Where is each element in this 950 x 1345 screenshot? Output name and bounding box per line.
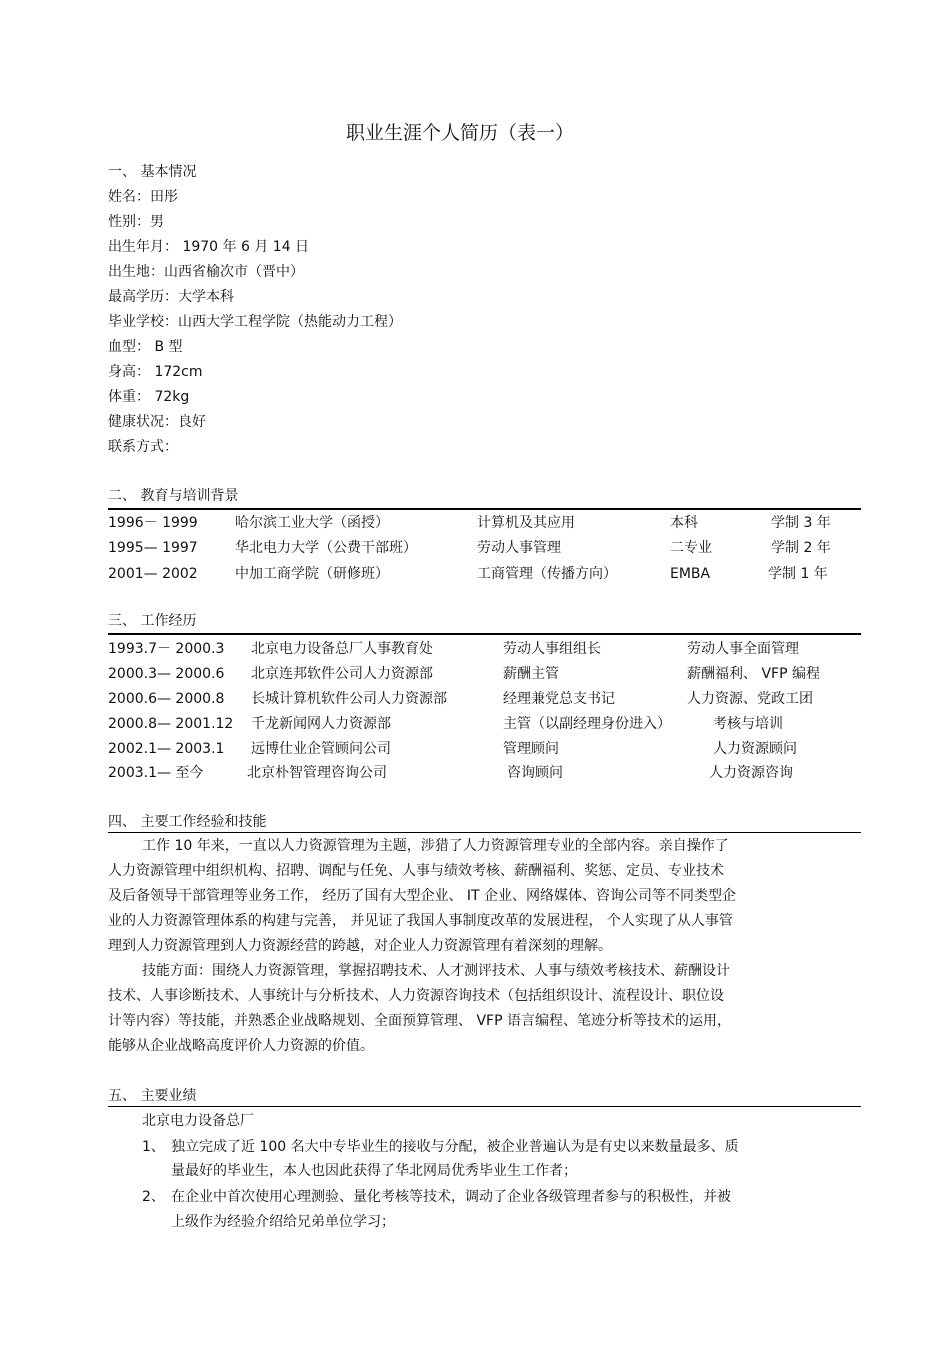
- skills-paragraph-line: 技术、人事诊断技术、人事统计与分析技术、人力资源咨询技术（包括组织设计、流程设计、职位设: [108, 988, 724, 1004]
- achievement-number: 1、: [142, 1139, 165, 1155]
- education-duration: 学制 1 年: [768, 566, 828, 582]
- basic-school: 毕业学校：山西大学工程学院（热能动力工程）: [108, 314, 402, 330]
- achievements-heading: 五、 主要业绩: [108, 1088, 197, 1104]
- basic-birthdate: 出生年月： 1970 年 6 月 14 日: [108, 239, 310, 255]
- education-period: 1995— 1997: [108, 540, 198, 556]
- education-period: 1996－ 1999: [108, 515, 198, 531]
- education-duration: 学制 2 年: [771, 540, 831, 556]
- work-period: 2000.8— 2001.12: [108, 716, 234, 732]
- work-period: 2000.6— 2000.8: [108, 691, 225, 707]
- page-title: 职业生涯个人简历（表一）: [345, 122, 574, 144]
- work-company: 长城计算机软件公司人力资源部: [251, 691, 447, 707]
- work-position: 经理兼党总支书记: [503, 691, 615, 707]
- achievements-company: 北京电力设备总厂: [142, 1113, 254, 1129]
- work-period: 2000.3— 2000.6: [108, 666, 225, 682]
- education-level: 本科: [670, 515, 698, 531]
- work-company: 北京电力设备总厂人事教育处: [251, 641, 433, 657]
- work-duty: 人力资源顾问: [713, 741, 797, 757]
- skills-paragraph-line: 理到人力资源管理到人力资源经营的跨越，对企业人力资源管理有着深刻的理解。: [108, 938, 612, 954]
- work-duty: 劳动人事全面管理: [687, 641, 799, 657]
- skills-paragraph-line: 人力资源管理中组织机构、招聘、调配与任免、人事与绩效考核、薪酬福利、奖惩、定员、专业技术: [108, 863, 724, 879]
- education-school: 中加工商学院（研修班）: [235, 566, 389, 582]
- work-duty: 人力资源咨询: [709, 765, 793, 781]
- education-period: 2001— 2002: [108, 566, 198, 582]
- education-level: 二专业: [670, 540, 712, 556]
- education-school: 哈尔滨工业大学（函授）: [235, 515, 389, 531]
- basic-contact: 联系方式：: [108, 439, 178, 455]
- skills-paragraph-line: 技能方面：围绕人力资源管理，掌握招聘技术、人才测评技术、人事与绩效考核技术、薪酬设计: [142, 963, 730, 979]
- education-level: EMBA: [670, 566, 711, 582]
- work-position: 管理顾问: [503, 741, 559, 757]
- education-major: 劳动人事管理: [477, 540, 561, 556]
- work-company: 远博仕业企管顾问公司: [251, 741, 391, 757]
- achievement-text-line: 上级作为经验介绍给兄弟单位学习；: [171, 1214, 395, 1230]
- basic-height: 身高： 172cm: [108, 364, 203, 380]
- basic-gender: 性别：男: [108, 214, 164, 230]
- basic-heading: 一、 基本情况: [108, 164, 197, 180]
- work-period: 2003.1— 至今: [108, 765, 204, 781]
- education-major: 工商管理（传播方向）: [477, 566, 617, 582]
- education-school: 华北电力大学（公费干部班）: [235, 540, 417, 556]
- skills-paragraph-line: 及后备领导干部管理等业务工作， 经历了国有大型企业、 IT 企业、网络媒体、咨询公司等不同类型企: [108, 888, 737, 904]
- achievement-text-line: 在企业中首次使用心理测验、量化考核等技术，调动了企业各级管理者参与的积极性，并被: [171, 1189, 731, 1205]
- basic-blood: 血型： B 型: [108, 339, 183, 355]
- basic-name: 姓名：田彤: [108, 189, 178, 205]
- work-rule: [108, 633, 861, 635]
- work-period: 2002.1— 2003.1: [108, 741, 225, 757]
- work-company: 千龙新闻网人力资源部: [251, 716, 391, 732]
- basic-weight: 体重： 72kg: [108, 389, 190, 405]
- skills-paragraph-line: 工作 10 年来，一直以人力资源管理为主题，涉猎了人力资源管理专业的全部内容。亲自操作了: [142, 838, 729, 854]
- work-duty: 人力资源、党政工团: [687, 691, 813, 707]
- achievement-number: 2、: [142, 1189, 165, 1205]
- skills-rule: [108, 832, 861, 833]
- work-position: 劳动人事组组长: [503, 641, 601, 657]
- education-heading: 二、 教育与培训背景: [108, 488, 239, 504]
- work-company: 北京连邦软件公司人力资源部: [251, 666, 433, 682]
- basic-degree: 最高学历：大学本科: [108, 289, 234, 305]
- achievements-rule: [108, 1106, 861, 1107]
- skills-heading: 四、 主要工作经验和技能: [108, 814, 267, 830]
- work-duty: 薪酬福利、 VFP 编程: [687, 666, 820, 682]
- work-position: 薪酬主管: [503, 666, 559, 682]
- work-company: 北京朴智管理咨询公司: [247, 765, 387, 781]
- achievement-text-line: 独立完成了近 100 名大中专毕业生的接收与分配，被企业普遍认为是有史以来数量最多、质: [171, 1139, 739, 1155]
- skills-paragraph-line: 业的人力资源管理体系的构建与完善， 并见证了我国人事制度改革的发展进程， 个人实现了从人事管: [108, 913, 733, 929]
- basic-health: 健康状况：良好: [108, 414, 206, 430]
- work-position: 咨询顾问: [507, 765, 563, 781]
- work-period: 1993.7－ 2000.3: [108, 641, 225, 657]
- education-duration: 学制 3 年: [771, 515, 831, 531]
- skills-paragraph-line: 能够从企业战略高度评价人力资源的价值。: [108, 1038, 374, 1054]
- work-position: 主管（以副经理身份进入）: [503, 716, 671, 732]
- education-major: 计算机及其应用: [477, 515, 575, 531]
- achievement-text-line: 量最好的毕业生，本人也因此获得了华北网局优秀毕业生工作者；: [171, 1163, 577, 1179]
- work-heading: 三、 工作经历: [108, 613, 197, 629]
- work-duty: 考核与培训: [713, 716, 783, 732]
- basic-birthplace: 出生地：山西省榆次市（晋中）: [108, 264, 304, 280]
- education-rule: [108, 508, 861, 510]
- skills-paragraph-line: 计等内容）等技能，并熟悉企业战略规划、全面预算管理、 VFP 语言编程、笔迹分析等技术的运用，: [108, 1013, 731, 1029]
